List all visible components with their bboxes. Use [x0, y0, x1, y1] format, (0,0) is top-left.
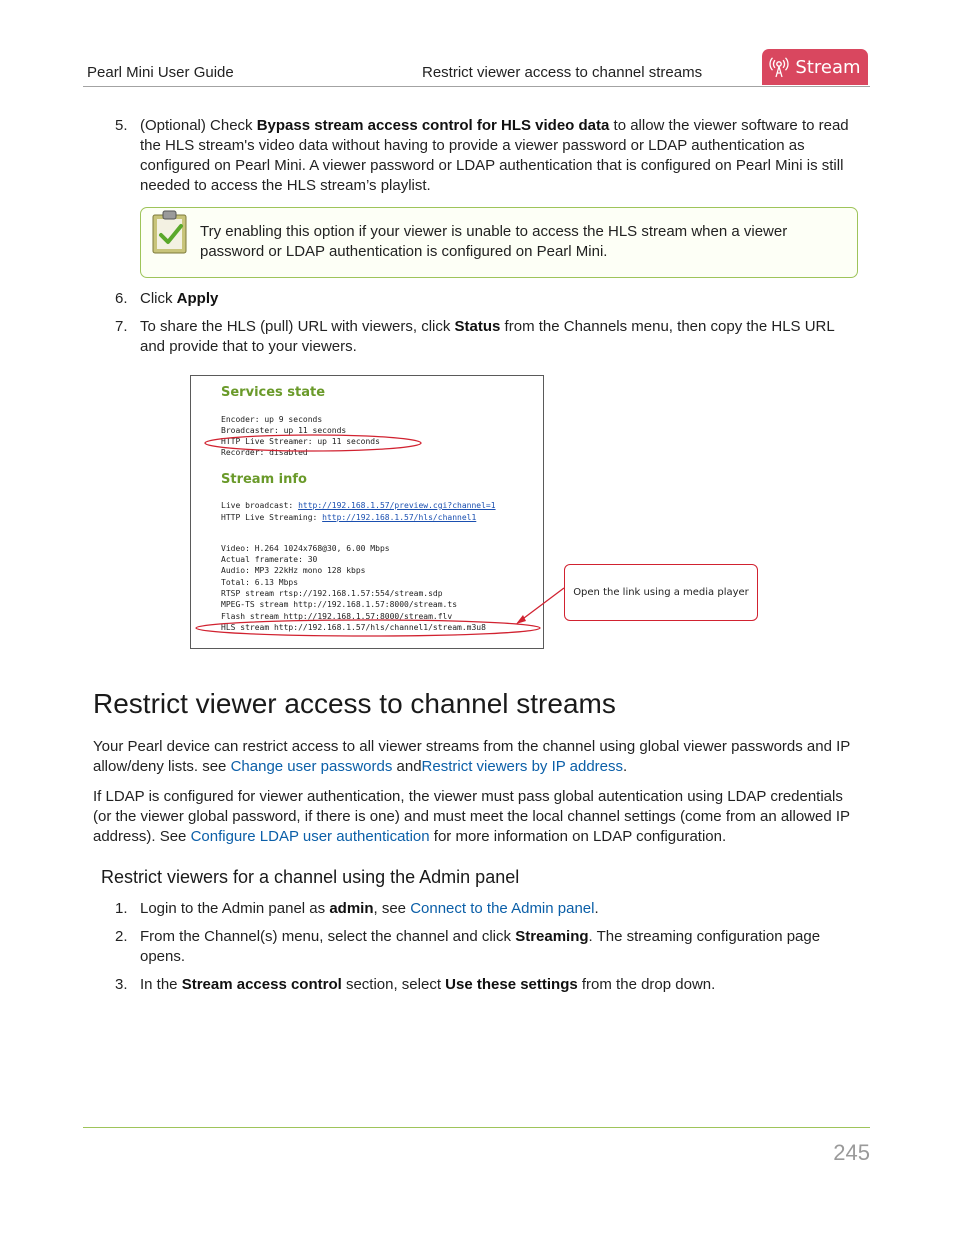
- live-broadcast-line: [221, 501, 496, 510]
- subsection-title: Restrict viewers for a channel using the Admin panel: [101, 867, 520, 887]
- page-number: 245: [833, 1140, 870, 1165]
- callout-box: Open the link using a media player: [564, 564, 758, 621]
- status-label: Status: [454, 318, 501, 335]
- admin-step-1: [140, 899, 860, 919]
- admin-step-3: [140, 975, 860, 995]
- step-number: 3.: [115, 976, 128, 993]
- line-label: Live broadcast:: [221, 501, 299, 510]
- header-section-title: Restrict viewer access to channel streams: [422, 64, 703, 81]
- paragraph-text: Your Pearl device can restrict access to all viewer streams from the channel using global viewer passwords and IP allow/deny lists. see: [93, 738, 851, 775]
- restrict-ip-link[interactable]: Restrict viewers by IP address: [421, 758, 624, 775]
- step-text: from the drop down.: [577, 976, 716, 993]
- stream-tab: [762, 49, 868, 85]
- live-broadcast-link[interactable]: http://192.168.1.57/preview.cgi?channel=1: [298, 501, 496, 510]
- broadcast-icon: [769, 56, 789, 78]
- admin-step-2: [140, 927, 860, 967]
- step-text: (Optional) Check: [140, 117, 257, 134]
- status-screenshot: [190, 375, 544, 649]
- paragraph-text: and: [392, 758, 422, 775]
- step-number: 6.: [115, 290, 128, 307]
- hls-line: [221, 513, 476, 522]
- admin-label: admin: [329, 900, 374, 917]
- clipboard-check-icon: [151, 209, 189, 255]
- ldap-paragraph: [93, 787, 863, 847]
- step-text: Click: [140, 290, 177, 307]
- detail-line: Audio: MP3 22kHz mono 128 kbps: [221, 566, 366, 575]
- step-text: From the Channel(s) menu, select the channel and click: [140, 928, 516, 945]
- step-number: 1.: [115, 900, 128, 917]
- apply-label: Apply: [176, 290, 219, 307]
- line-label: HTTP Live Streaming:: [221, 513, 323, 522]
- service-line: Encoder: up 9 seconds: [221, 415, 323, 424]
- services-state-heading: Services state: [221, 385, 326, 400]
- step-7-text: [140, 317, 860, 357]
- step-text: to allow the viewer software to read the HLS stream's video data without having to provide a viewer password or LDAP authentication as configured on Pearl Mini. A viewer password or LDAP authentication that is configured on Pearl Mini is still needed to access the HLS stream’s playlist.: [140, 117, 849, 194]
- tip-text: Try enabling this option if your viewer is unable to access the HLS stream when a viewer password or LDAP authentication is configured on Pearl Mini.: [200, 223, 788, 260]
- step-text: section, select: [341, 976, 446, 993]
- detail-line: MPEG-TS stream http://192.168.1.57:8000/stream.ts: [221, 600, 458, 609]
- bypass-option-label: Bypass stream access control for HLS video data: [256, 117, 610, 134]
- section-title: Restrict viewer access to channel streams: [93, 688, 616, 719]
- service-line: HTTP Live Streamer: up 11 seconds: [221, 437, 380, 446]
- guide-title: Pearl Mini User Guide: [87, 64, 234, 81]
- paragraph-text: for more information on LDAP configuration.: [429, 828, 727, 845]
- step-number: 7.: [115, 318, 128, 335]
- detail-line: Total: 6.13 Mbps: [221, 578, 299, 587]
- configure-ldap-link[interactable]: Configure LDAP user authentication: [190, 828, 430, 845]
- header-rule: [83, 86, 870, 87]
- change-passwords-link[interactable]: Change user passwords: [230, 758, 393, 775]
- step-5-text: [140, 116, 860, 196]
- stream-access-control-label: Stream access control: [181, 976, 342, 993]
- step-6-text: [140, 289, 218, 309]
- detail-line: Video: H.264 1024x768@30, 6.00 Mbps: [221, 544, 390, 553]
- step-number: 5.: [115, 117, 128, 134]
- intro-paragraph: [93, 737, 863, 777]
- step-text: . The streaming configuration page opens.: [140, 928, 821, 965]
- detail-line: RTSP stream rtsp://192.168.1.57:554/stream.sdp: [221, 589, 443, 598]
- service-line: Broadcaster: up 11 seconds: [221, 426, 347, 435]
- streaming-label: Streaming: [515, 928, 589, 945]
- detail-line: Actual framerate: 30: [221, 555, 318, 564]
- step-text: To share the HLS (pull) URL with viewers, click: [140, 318, 455, 335]
- step-text: .: [594, 900, 599, 917]
- stream-info-heading: Stream info: [221, 472, 307, 487]
- step-number: 2.: [115, 928, 128, 945]
- paragraph-text: .: [623, 758, 628, 775]
- step-text: Login to the Admin panel as: [140, 900, 330, 917]
- detail-line: Flash stream http://192.168.1.57:8000/stream.flv: [221, 612, 453, 621]
- service-line: Recorder: disabled: [221, 448, 308, 457]
- stream-tab-label: Stream: [795, 56, 861, 78]
- detail-line: HLS stream http://192.168.1.57/hls/channel1/stream.m3u8: [221, 623, 486, 632]
- footer-rule: [83, 1127, 870, 1128]
- use-these-settings-label: Use these settings: [445, 976, 578, 993]
- paragraph-text: If LDAP is configured for viewer authentication, the viewer must pass global autentication using LDAP credentials (or the viewer global password, if there is one) and must meet the local channel settings (come from an allowed IP address). See: [93, 788, 850, 845]
- connect-admin-link[interactable]: Connect to the Admin panel: [410, 900, 595, 917]
- step-text: , see: [373, 900, 411, 917]
- step-text: In the: [140, 976, 182, 993]
- hls-link[interactable]: http://192.168.1.57/hls/channel1: [322, 513, 477, 522]
- step-text: from the Channels menu, then copy the HLS URL and provide that to your viewers.: [140, 318, 835, 355]
